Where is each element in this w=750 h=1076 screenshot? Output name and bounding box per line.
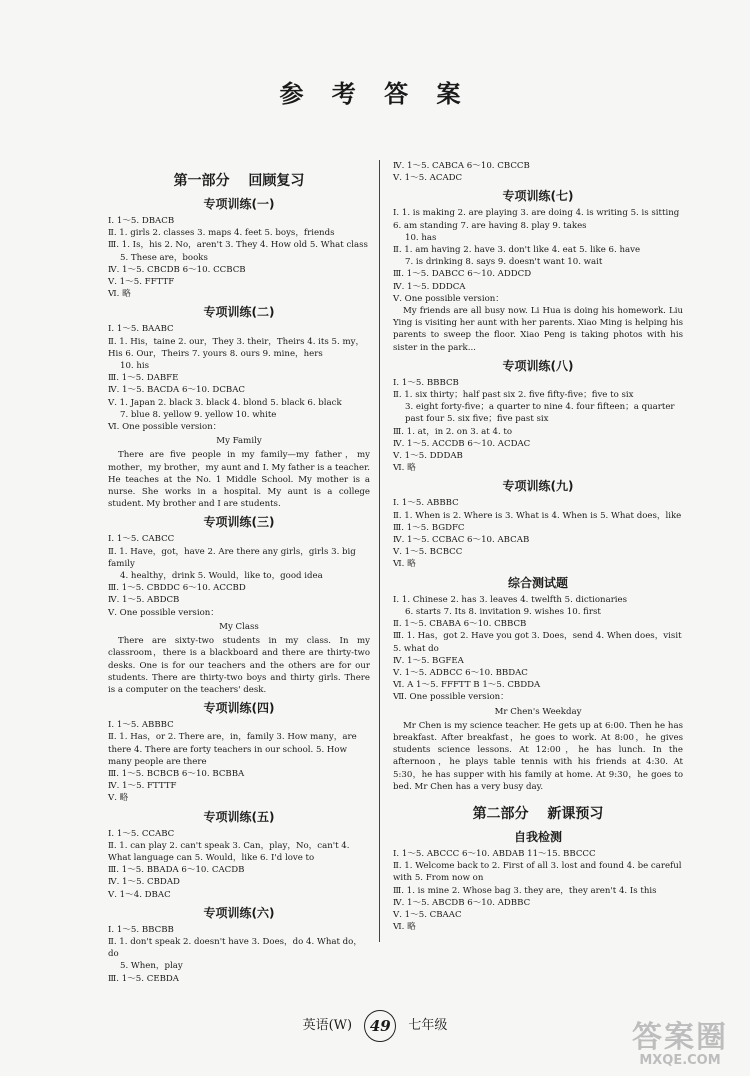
answer-line: Ⅲ. 1～5. BCBCB 6～10. BCBBA bbox=[108, 768, 245, 779]
answer-line: Ⅳ. 1～5. ABDCB bbox=[108, 595, 180, 606]
answer-line: Ⅶ. One possible version： bbox=[393, 692, 509, 703]
answer-line: Ⅵ. 略 bbox=[393, 463, 416, 474]
part2-title: 第二部分 新课预习 bbox=[472, 805, 604, 822]
answer-line: Ⅰ. 1～5. BBCBB bbox=[108, 924, 174, 935]
watermark-url: MXQE.COM bbox=[639, 1053, 721, 1068]
answer-line: Ⅲ. 1. Has，got 2. Have you got 3. Does，send 4. When does，visit 5. what do bbox=[393, 631, 682, 654]
answer-line: 10. his bbox=[120, 361, 150, 372]
answer-line: Ⅰ. 1～5. ABBBC bbox=[393, 498, 459, 509]
section-title: 专项训练(五) bbox=[203, 809, 275, 824]
answer-line: Ⅱ. 1. Welcome back to 2. First of all 3. lost and found 4. be careful with 5. From now on bbox=[393, 861, 682, 884]
answer-line: Ⅴ. One possible version： bbox=[393, 293, 504, 304]
answer-line: Ⅲ. 1～5. DABCC 6～10. ADDCD bbox=[393, 269, 532, 280]
essay-title: My Class bbox=[219, 621, 259, 632]
answer-line: Ⅲ. 1～5. BBADA 6～10. CACDB bbox=[108, 865, 245, 876]
answer-line: 6. starts 7. Its 8. invitation 9. wishes 10. first bbox=[405, 606, 601, 617]
answer-line: Ⅰ. 1～5. CCABC bbox=[108, 828, 175, 839]
answer-line: Ⅱ. 1. am having 2. have 3. don't like 4. eat 5. like 6. have bbox=[393, 245, 641, 256]
answer-line: Ⅳ. 1～5. CCBAC 6～10. ABCAB bbox=[393, 535, 530, 546]
answer-line: Ⅴ. 1～5. CBAAC bbox=[393, 909, 462, 920]
answer-line: Ⅰ. 1～5. CABCC bbox=[108, 534, 175, 545]
answer-line: Ⅰ. 1～5. BBBCB bbox=[393, 377, 459, 388]
answer-line: Ⅳ. 1～5. BACDA 6～10. DCBAC bbox=[108, 385, 245, 396]
answer-line: Ⅴ. 1. Japan 2. black 3. black 4. blond 5. black 6. black bbox=[108, 397, 342, 408]
answer-line: Ⅰ. 1～5. DBACB bbox=[108, 216, 175, 226]
answer-line: 10. has bbox=[405, 232, 437, 243]
answer-line: 5. When，play bbox=[120, 961, 183, 972]
part1-title: 第一部分 回顾复习 bbox=[173, 173, 305, 189]
answer-line: Ⅰ. 1～5. BAABC bbox=[108, 324, 174, 335]
answer-line: Ⅳ. 1～5. ABCDB 6～10. ADBBC bbox=[393, 897, 531, 908]
section-title: 专项训练(四) bbox=[203, 701, 275, 716]
answer-line: Ⅵ. 略 bbox=[393, 559, 416, 570]
answer-line: Ⅳ. 1～5. ACCDB 6～10. ACDAC bbox=[393, 438, 531, 449]
left-column bbox=[108, 160, 370, 985]
section-title: 专项训练(一) bbox=[203, 197, 275, 211]
right-column bbox=[393, 160, 683, 933]
answer-line: Ⅳ. 1～5. FTTTF bbox=[108, 781, 177, 792]
answer-line: Ⅴ. 1～5. FFTTF bbox=[108, 277, 175, 288]
answer-line: Ⅲ. 1. at，in 2. on 3. at 4. to bbox=[393, 426, 513, 437]
watermark-logo-text: 答案圈 bbox=[632, 1020, 728, 1055]
essay-text: Mr Chen is my science teacher. He gets up at 6:00. Then he has breakfast. After breakfast，he goes to work. At 8:00，he gives students science lessons. At 12:00，he has lunch. In the afternoon，he plays table tennis with his friends at 4:30. At 5:30，he has supper with his family at home. At 9:30，he goes to bed. Mr Chen has a very busy day. bbox=[393, 720, 683, 792]
answer-line: 7. is drinking 8. says 9. doesn't want 10. wait bbox=[405, 257, 603, 268]
essay-title: My Family bbox=[216, 436, 262, 447]
answer-line: Ⅱ. 1. girls 2. classes 3. maps 4. feet 5. boys，friends bbox=[108, 228, 335, 239]
answer-line: Ⅰ. 1. Chinese 2. has 3. leaves 4. twelfth 5. dictionaries bbox=[393, 594, 628, 605]
answer-line: 3. eight forty-five；a quarter to nine 4. four fifteen；a quarter past four 5. six five；five past six bbox=[405, 402, 675, 425]
answer-line: Ⅵ. 略 bbox=[108, 289, 131, 300]
answer-line: Ⅳ. 1～5. CBCDB 6～10. CCBCB bbox=[108, 264, 246, 275]
answer-line: 5. These are，books bbox=[120, 252, 208, 263]
answer-line: Ⅰ. 1～5. ABCCC 6～10. ABDAB 11～15. BBCCC bbox=[393, 848, 596, 859]
section-title: 专项训练(七) bbox=[502, 189, 574, 204]
answer-line: Ⅴ. One possible version： bbox=[108, 607, 219, 618]
answer-line: Ⅲ. 1～5. DABFE bbox=[108, 373, 179, 384]
answer-line: Ⅵ. 略 bbox=[393, 922, 416, 933]
answer-line: Ⅱ. 1. can play 2. can't speak 3. Can，play，No，can't 4. What language can 5. Would，like 6. I'd love to bbox=[108, 840, 350, 863]
section-title: 专项训练(六) bbox=[203, 905, 275, 920]
answer-line: Ⅱ. 1. Has，or 2. There are，in，family 3. How many，are there 4. There are forty teachers in our school. 5. How many people are there bbox=[108, 732, 357, 767]
answer-line: Ⅱ. 1. don't speak 2. doesn't have 3. Does，do 4. What do，do bbox=[108, 936, 362, 960]
answer-line: Ⅱ. 1. Have，got，have 2. Are there any girls，girls 3. big family bbox=[108, 546, 356, 569]
answer-line: Ⅰ. 1. is making 2. are playing 3. are doing 4. is writing 5. is sitting 6. am standing 7. are having 8. play 9. takes bbox=[393, 208, 680, 231]
answer-line: Ⅴ. 1～5. DDDAB bbox=[393, 451, 463, 462]
essay-text: There are five people in my family—my father，my mother，my brother，my aunt and I. My father is a teacher. He teaches at the No. 1 Middle School. My mother is a nurse. She works in a hospital. My aunt is a college student. My brother and I are students. bbox=[108, 450, 370, 510]
answer-line: Ⅳ. 1～5. CABCA 6～10. CBCCB bbox=[393, 161, 530, 171]
answer-line: Ⅵ. One possible version： bbox=[108, 422, 222, 433]
answer-line: Ⅲ. 1. is mine 2. Whose bag 3. they are，they aren't 4. Is this bbox=[393, 885, 657, 896]
page-title: 参 考 答 案 bbox=[279, 80, 471, 108]
answer-line: Ⅲ. 1～5. CBDDC 6～10. ACCBD bbox=[108, 583, 246, 594]
answer-line: Ⅴ. 1～5. ADBCC 6～10. BBDAC bbox=[393, 667, 528, 678]
answer-line: Ⅲ. 1～5. BGDFC bbox=[393, 522, 465, 533]
answer-line: Ⅴ. 1～5. ACADC bbox=[393, 173, 463, 184]
answer-line: 4. healthy，drink 5. Would，like to，good idea bbox=[120, 571, 323, 582]
answer-line: Ⅰ. 1～5. ABBBC bbox=[108, 720, 174, 731]
essay-text: My friends are all busy now. Li Hua is doing his homework. Liu Ying is visiting her aunt with her parents. Xiao Ming is helping his parents to sweep the floor. Xiao Peng is taking photos with his sister in the park... bbox=[393, 306, 683, 353]
footer-subject: 英语(W) bbox=[302, 1017, 353, 1033]
watermark-logo bbox=[620, 1022, 740, 1068]
answer-line: Ⅱ. 1～5. CBABA 6～10. CBBCB bbox=[393, 619, 527, 630]
column-divider bbox=[379, 160, 380, 942]
answer-line: 7. blue 8. yellow 9. yellow 10. white bbox=[120, 409, 277, 420]
page-number: 49 bbox=[364, 1010, 396, 1042]
answer-line: Ⅴ. 1～5. BCBCC bbox=[393, 547, 463, 558]
answer-line: Ⅱ. 1. six thirty；half past six 2. five fifty-five；five to six bbox=[393, 390, 634, 401]
answer-line: Ⅱ. 1. His，taine 2. our，They 3. their，Theirs 4. its 5. my，His 6. Our，Theirs 7. yours 8. ours 9. mine，hers bbox=[108, 336, 365, 359]
section-title: 专项训练(八) bbox=[502, 358, 574, 373]
essay-title: Mr Chen's Weekday bbox=[494, 706, 582, 717]
answer-line: Ⅳ. 1～5. BGFEA bbox=[393, 655, 464, 666]
essay-text: There are sixty-two students in my class. In my classroom，there is a blackboard and there are thirty-two desks. One is for our teachers and the others are for our students. There are thirty-two boys and thirty girls. There is a computer on the teachers' desk. bbox=[108, 636, 370, 695]
answer-line: Ⅴ. 1～4. DBAC bbox=[108, 889, 171, 900]
section-title: 专项训练(九) bbox=[502, 479, 574, 494]
answer-line: Ⅲ. 1～5. CEBDA bbox=[108, 973, 180, 984]
section-title: 自我检测 bbox=[513, 829, 562, 844]
section-title: 综合测试题 bbox=[507, 575, 568, 590]
answer-line: Ⅱ. 1. When is 2. Where is 3. What is 4. When is 5. What does，like bbox=[393, 510, 682, 521]
answer-line: Ⅳ. 1～5. DDDCA bbox=[393, 281, 466, 292]
section-title: 专项训练(二) bbox=[203, 305, 275, 320]
footer-grade: 七年级 bbox=[408, 1017, 448, 1033]
answer-line: Ⅳ. 1～5. CBDAD bbox=[108, 877, 180, 888]
answer-line: Ⅵ. A 1～5. FFFTT B 1～5. CBDDA bbox=[393, 680, 541, 691]
answer-line: Ⅴ. 略 bbox=[108, 793, 129, 804]
section-title: 专项训练(三) bbox=[203, 515, 275, 530]
answer-line: Ⅲ. 1. Is，his 2. No，aren't 3. They 4. How old 5. What class bbox=[108, 240, 368, 251]
